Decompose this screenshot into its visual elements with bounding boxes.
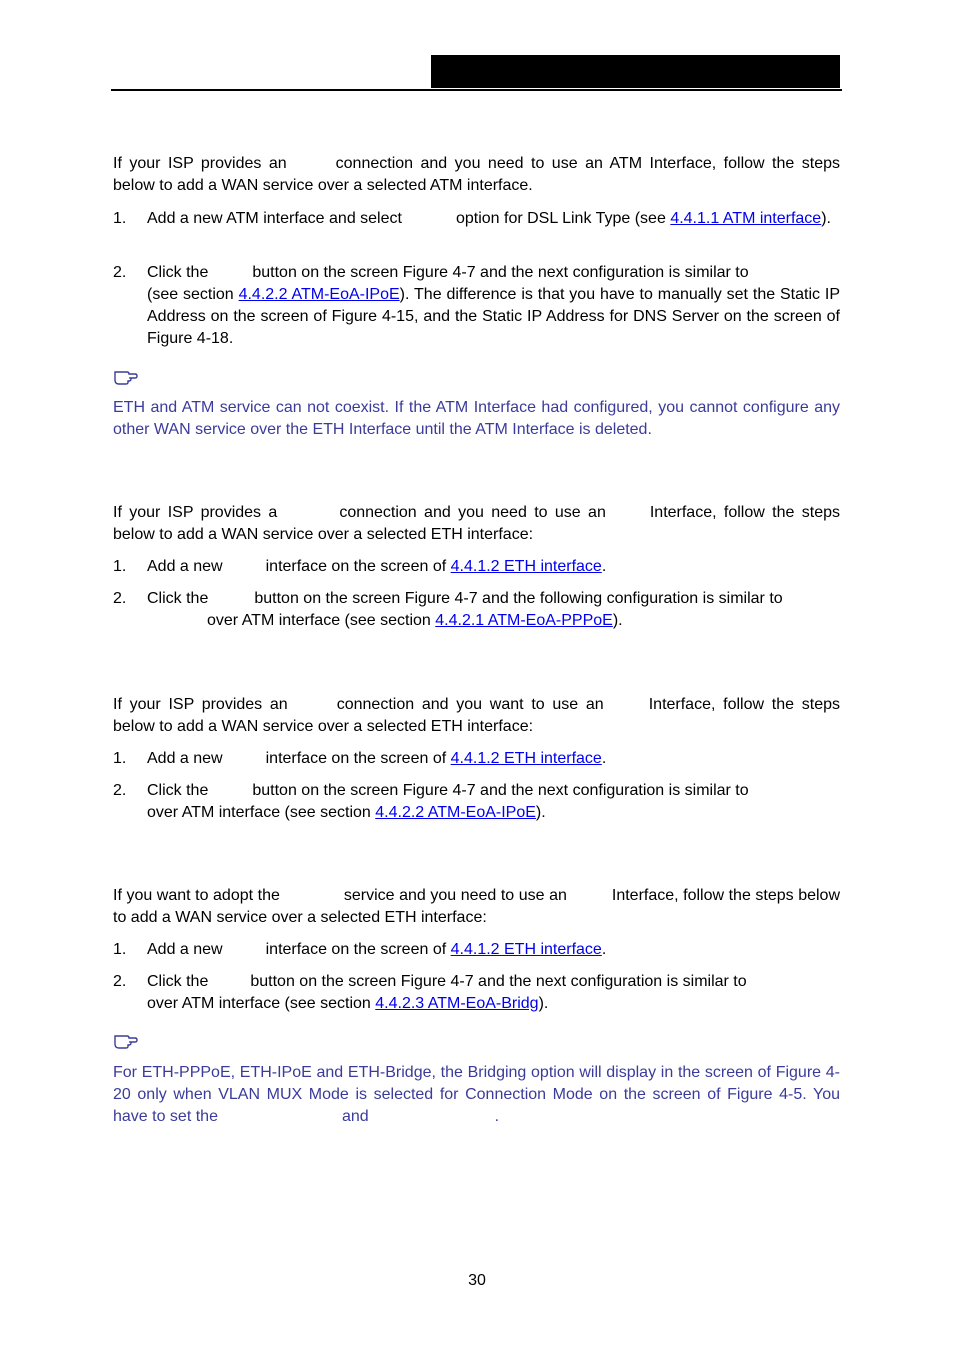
list-number: 1.: [113, 750, 127, 767]
section2-step-2: [113, 588, 840, 632]
link-atm-interface[interactable]: 4.4.1.1 ATM interface: [670, 210, 822, 227]
section4-note: [113, 1062, 840, 1128]
section3-step1-text-a: Add a new: [147, 750, 223, 767]
section3-step2-text-a: Click the: [147, 782, 209, 799]
link-atm-eoa-ipoe[interactable]: 4.4.2.2 ATM-EoA-IPoE: [238, 286, 400, 303]
section2-step1-text-b: interface on the screen of: [265, 558, 447, 575]
section1-step2-text-a: Click the: [147, 264, 209, 281]
section3-step-1: [113, 748, 840, 770]
list-number: 2.: [113, 590, 127, 607]
section2-step2-text-d: ).: [612, 612, 623, 629]
section1-intro-part-b: connection and you need to use an ATM Interface, follow the steps below to add a WAN service over a selected ATM interface.: [113, 155, 840, 194]
section1-note: ETH and ATM service can not coexist. If the ATM Interface had configured, you cannot configure any other WAN service over the ETH Interface until the ATM Interface is deleted.: [113, 399, 840, 438]
link-eth-interface[interactable]: 4.4.1.2 ETH interface: [450, 750, 602, 767]
section2-step2-text-a: Click the: [147, 590, 209, 607]
section4-note-part-c: .: [494, 1108, 500, 1125]
section4-step-2: [113, 971, 840, 1015]
section1-step1-text-a: Add a new ATM interface and select: [147, 210, 402, 227]
link-atm-eoa-ipoe[interactable]: 4.4.2.2 ATM-EoA-IPoE: [375, 804, 536, 821]
section4-intro-part-b: service and you need to use an: [343, 887, 567, 904]
section3-step2-text-b: button on the screen Figure 4-7 and the next configuration is similar to: [252, 782, 749, 799]
list-number: 2.: [113, 782, 127, 799]
section1-intro: [113, 153, 840, 197]
list-number: 2.: [113, 973, 127, 990]
section3-intro-part-b: connection and you want to use an: [336, 696, 604, 713]
pointing-hand-icon: [113, 1031, 141, 1051]
header-bar: [431, 55, 840, 88]
section3-step-2: [113, 780, 840, 824]
section4-step2-text-c: over ATM interface (see section: [147, 995, 371, 1012]
section3-intro: [113, 694, 840, 738]
section2-step1-text-a: Add a new: [147, 558, 223, 575]
section3-step2-text-d: ).: [535, 804, 546, 821]
section3-intro-part-a: If your ISP provides an: [113, 696, 288, 713]
section4-step1-text-b: interface on the screen of: [265, 941, 447, 958]
section1-step1-text-b: option for DSL Link Type (see: [455, 210, 666, 227]
section4-step1-text-c: .: [601, 941, 607, 958]
section4-note-part-b: and: [341, 1108, 369, 1125]
section3-intro-part-c: Interface, follow the steps below to add a WAN service over a selected ETH interface:: [113, 696, 840, 735]
section2-step-1: [113, 556, 840, 578]
link-eth-interface[interactable]: 4.4.1.2 ETH interface: [450, 941, 602, 958]
section2-step1-text-c: .: [601, 558, 607, 575]
section1-step2-text-c: (see section: [147, 286, 234, 303]
section1-step-1: [113, 208, 840, 230]
section4-step1-text-a: Add a new: [147, 941, 223, 958]
pointing-hand-icon-svg: [113, 1031, 139, 1049]
section1-step1-text-c: ).: [821, 210, 831, 227]
link-eth-interface[interactable]: 4.4.1.2 ETH interface: [450, 558, 602, 575]
section4-step-1: [113, 939, 840, 961]
list-number: 1.: [113, 210, 127, 227]
section1-step-2: [113, 262, 840, 350]
section4-note-part-a: For ETH-PPPoE, ETH-IPoE and ETH-Bridge, the Bridging option will display in the screen of Figure 4-20 only when VLAN MUX Mode is selected for Connection Mode on the screen of Figure 4-5. You have to set the: [113, 1064, 840, 1125]
section4-step2-text-b: button on the screen Figure 4-7 and the next configuration is similar to: [250, 973, 747, 990]
section4-intro-part-c: Interface, follow the steps below to add a WAN service over a selected ETH interface:: [113, 887, 840, 926]
list-number: 2.: [113, 264, 127, 281]
section4-intro: [113, 885, 840, 929]
page-number: 30: [468, 1272, 486, 1289]
section4-intro-part-a: If you want to adopt the: [113, 887, 280, 904]
link-atm-eoa-bridg[interactable]: 4.4.2.3 ATM-EoA-Bridg: [375, 995, 539, 1012]
section3-step1-text-b: interface on the screen of: [265, 750, 447, 767]
pointing-hand-icon-svg: [113, 367, 139, 385]
list-number: 1.: [113, 941, 127, 958]
section4-step2-text-d: ).: [538, 995, 549, 1012]
section2-intro-part-a: If your ISP provides a: [113, 504, 278, 521]
section2-intro-part-b: connection and you need to use an: [339, 504, 606, 521]
link-atm-eoa-pppoe[interactable]: 4.4.2.1 ATM-EoA-PPPoE: [435, 612, 613, 629]
section4-step2-text-a: Click the: [147, 973, 209, 990]
section3-step1-text-c: .: [601, 750, 607, 767]
section2-step2-text-b: button on the screen Figure 4-7 and the following configuration is similar to: [254, 590, 783, 607]
section1-intro-part-a: If your ISP provides an: [113, 155, 287, 172]
section2-step2-text-c: over ATM interface (see section: [207, 612, 431, 629]
section3-step2-text-c: over ATM interface (see section: [147, 804, 371, 821]
section1-step2-text-d: ). The difference is that you have to manually set the Static IP Address on the screen of Figure 4-15, and the Static IP Address for DNS Server on the screen of Figure 4-18.: [147, 286, 840, 347]
section1-step2-text-b: button on the screen Figure 4-7 and the next configuration is similar to: [252, 264, 749, 281]
pointing-hand-icon: [113, 367, 141, 387]
header-rule: [111, 89, 842, 91]
section2-intro-part-c: Interface, follow the steps below to add a WAN service over a selected ETH interface:: [113, 504, 840, 543]
list-number: 1.: [113, 558, 127, 575]
section2-intro: [113, 502, 840, 546]
